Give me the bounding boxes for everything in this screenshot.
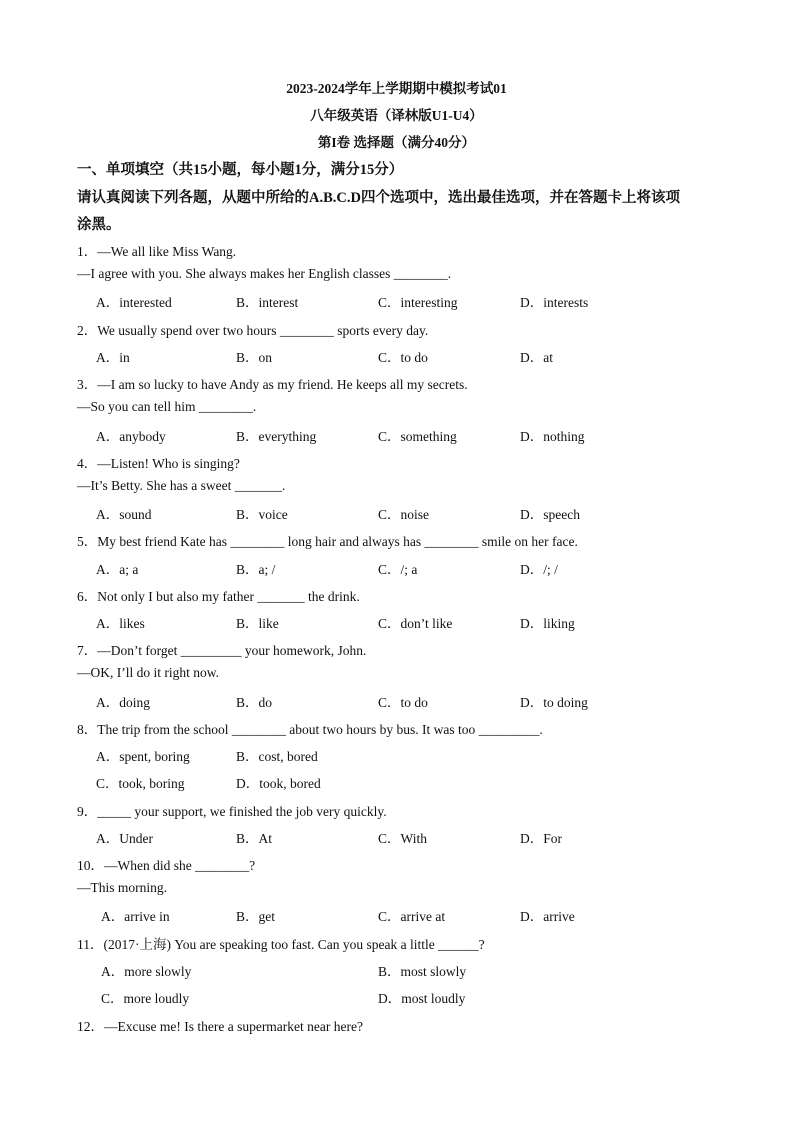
question-1-stem: 1．—We all like Miss Wang.: [77, 244, 237, 259]
option-c: C．With: [378, 831, 427, 846]
question-4-stem: 4．—Listen! Who is singing?: [77, 456, 240, 471]
question-11-stem: 11．(2017·上海) You are speaking too fast. Can you speak a little ______?: [77, 937, 485, 952]
question-4-options: [0, 503, 793, 523]
option-d: D．to doing: [520, 695, 588, 710]
option-c: C．to do: [378, 695, 428, 710]
option-c: C．took, boring: [96, 776, 185, 791]
option-c: C．noise: [378, 507, 430, 522]
option-c: C．something: [378, 429, 457, 444]
section-heading: 一、单项填空（共15小题，每小题1分，满分15分）: [77, 162, 404, 178]
question-5-options: [0, 558, 793, 578]
option-a: A．a; a: [96, 562, 139, 577]
option-b: B．a; /: [236, 562, 276, 577]
option-c: C．more loudly: [101, 991, 190, 1006]
question-11-options-row1: [0, 960, 793, 980]
option-a: A．more slowly: [101, 964, 192, 979]
option-d: D．For: [520, 831, 563, 846]
option-b: B．interest: [236, 295, 299, 310]
exam-subtitle: 八年级英语（译林版U1-U4）: [310, 108, 483, 123]
question-8-stem: 8．The trip from the school ________ about two hours by bus. It was too _________.: [77, 722, 543, 737]
question-5-stem: 5．My best friend Kate has ________ long hair and always has ________ smile on her face.: [77, 534, 578, 549]
option-d: D．nothing: [520, 429, 585, 444]
question-4-reply: —It’s Betty. She has a sweet _______.: [77, 478, 286, 493]
option-a: A．arrive in: [101, 909, 170, 924]
question-7-reply: —OK, I’ll do it right now.: [77, 665, 219, 680]
question-1-options: [0, 291, 793, 311]
option-b: B．cost, bored: [236, 749, 318, 764]
option-d: D．arrive: [520, 909, 575, 924]
question-2-stem: 2．We usually spend over two hours ________ sports every day.: [77, 323, 429, 338]
option-d: D．speech: [520, 507, 580, 522]
option-d: D．at: [520, 350, 553, 365]
part-title: 第I卷 选择题（满分40分）: [317, 135, 476, 150]
option-a: A．sound: [96, 507, 152, 522]
question-6-stem: 6．Not only I but also my father _______ the drink.: [77, 589, 360, 604]
option-b: B．most slowly: [378, 964, 467, 979]
option-b: B．on: [236, 350, 273, 365]
question-11-options-row2: [0, 987, 793, 1007]
section-instruction: 请认真阅读下列各题，从题中所给的A.B.C.D四个选项中，选出最佳选项，并在答题卡上将该项: [77, 190, 680, 206]
option-d: D．interests: [520, 295, 589, 310]
question-8-options-row1: [0, 745, 793, 765]
question-9-options: [0, 827, 793, 847]
question-3-options: [0, 425, 793, 445]
question-7-options: [0, 691, 793, 711]
option-d: D．/; /: [520, 562, 558, 577]
question-8-options-row2: [0, 772, 793, 792]
question-10-options: [0, 905, 793, 925]
option-b: B．everything: [236, 429, 317, 444]
option-d: D．liking: [520, 616, 575, 631]
exam-title: 2023-2024学年上学期期中模拟考试01: [286, 81, 507, 96]
option-b: B．voice: [236, 507, 288, 522]
question-12-stem: 12．—Excuse me! Is there a supermarket near here?: [77, 1019, 363, 1034]
option-a: A．interested: [96, 295, 172, 310]
option-a: A．in: [96, 350, 130, 365]
option-c: C．don’t like: [378, 616, 453, 631]
option-b: B．like: [236, 616, 279, 631]
option-b: B．get: [236, 909, 275, 924]
option-b: B．do: [236, 695, 273, 710]
question-6-options: [0, 612, 793, 632]
section-instruction-cont: 涂黑。: [77, 217, 121, 233]
question-10-stem: 10．—When did she ________?: [77, 858, 256, 873]
option-a: A．doing: [96, 695, 150, 710]
question-10-reply: —This morning.: [77, 880, 167, 895]
option-a: A．spent, boring: [96, 749, 190, 764]
option-d: D．most loudly: [378, 991, 466, 1006]
option-b: B．At: [236, 831, 273, 846]
option-d: D．took, bored: [236, 776, 321, 791]
question-2-options: [0, 346, 793, 366]
option-c: C．to do: [378, 350, 428, 365]
option-a: A．Under: [96, 831, 153, 846]
option-c: C．interesting: [378, 295, 458, 310]
question-1-reply: —I agree with you. She always makes her English classes ________.: [77, 266, 452, 281]
option-a: A．likes: [96, 616, 145, 631]
option-c: C．/; a: [378, 562, 418, 577]
question-3-reply: —So you can tell him ________.: [77, 399, 257, 414]
option-a: A．anybody: [96, 429, 166, 444]
question-3-stem: 3．—I am so lucky to have Andy as my friend. He keeps all my secrets.: [77, 377, 468, 392]
question-7-stem: 7．—Don’t forget _________ your homework, John.: [77, 643, 367, 658]
option-c: C．arrive at: [378, 909, 446, 924]
question-9-stem: 9．_____ your support, we finished the job very quickly.: [77, 804, 387, 819]
